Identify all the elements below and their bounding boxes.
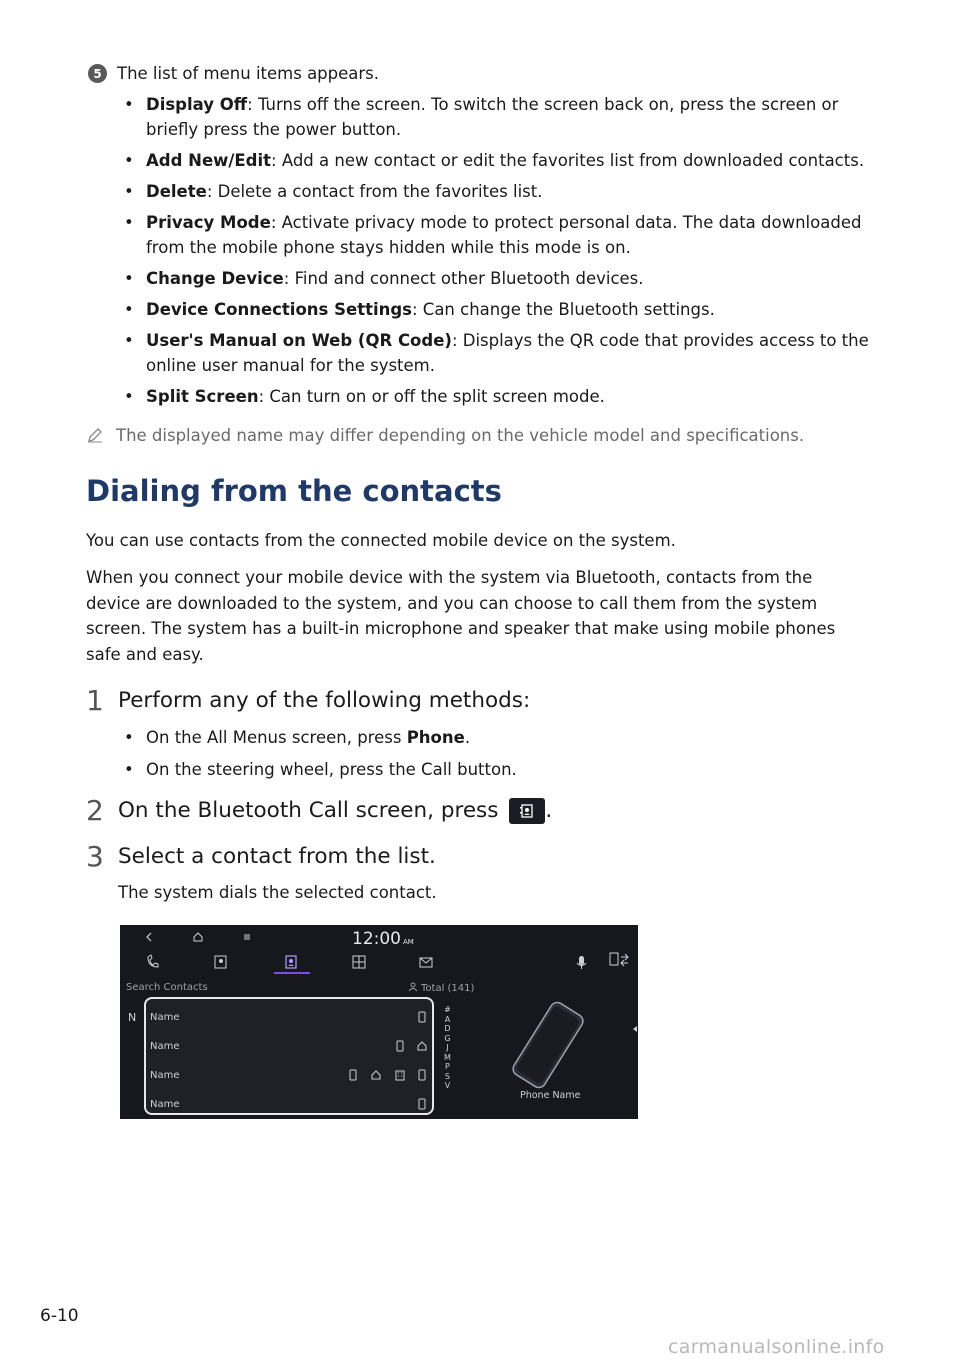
list-item: • Display Off: Turns off the screen. To switch the screen back on, press the screen or briefly press the power button. [118,92,888,142]
other-phone-icon [418,1069,426,1081]
pencil-icon [86,426,104,444]
contacts-tab-icon [282,953,300,971]
clock: 12:00 AM [352,929,414,949]
section-letter: N [128,1011,137,1024]
footer-watermark: carmanualsonline.info [668,1336,885,1358]
call-history-icon [144,953,162,971]
contact-row[interactable]: Name [150,1007,430,1031]
step-2: 2 On the Bluetooth Call screen, press . [86,794,553,827]
section-heading: Dialing from the contacts [86,474,502,508]
home-phone-icon [370,1069,382,1081]
switch-device-icon [608,951,630,971]
list-item: • Change Device: Find and connect other Bluetooth devices. [118,266,888,291]
list-item: • Split Screen: Can turn on or off the split screen mode. [118,384,888,409]
mobile-icon [349,1069,357,1081]
message-icon [417,953,435,971]
microphone-icon [572,953,590,971]
mobile-icon [396,1040,404,1052]
intro-paragraph: You can use contacts from the connected mobile device on the system. [86,531,676,550]
list-item: • On the All Menus screen, press Phone. [118,725,517,750]
step-1-options [118,725,517,789]
step-text: Perform any of the following methods: [118,688,531,713]
step-1 [86,684,530,717]
total-count: Total (141) [408,982,474,994]
list-item: • On the steering wheel, press the Call button. [118,757,517,782]
step-number-badge: 5 [88,64,107,83]
contacts-button-icon [509,798,545,824]
list-item: • Add New/Edit: Add a new contact or edit the favorites list from downloaded contacts. [118,148,888,173]
contact-row[interactable]: Name [150,1065,430,1089]
mobile-icon [418,1098,426,1110]
contact-list[interactable] [144,997,434,1115]
favorites-icon [212,953,230,971]
step-text: Select a contact from the list. [118,844,436,869]
active-tab-indicator [274,972,310,974]
person-icon [408,982,418,992]
contacts-screen-screenshot [120,925,638,1119]
alphabet-index[interactable]: # A D G J M P S V [444,1005,451,1090]
keypad-icon [350,953,368,971]
home-phone-icon [416,1040,428,1052]
step-number: 2 [86,794,104,827]
back-icon [144,931,154,943]
contact-row[interactable]: Name [150,1036,430,1060]
office-icon [394,1069,406,1081]
home-icon [192,931,204,943]
note-text: The displayed name may differ depending on the vehicle model and specifications. [116,426,805,445]
list-item: • Delete: Delete a contact from the favorites list. [118,179,888,204]
step-5-text: The list of menu items appears. [117,64,380,83]
step-number: 3 [86,840,104,873]
menu-icon [242,932,252,942]
list-item: • User's Manual on Web (QR Code): Displays the QR code that provides access to the online user manual for the system. [118,328,888,378]
description-paragraph: When you connect your mobile device with the system via Bluetooth, contacts from the device are downloaded to the system, and you can choose to call them from the system screen. The system has a built-in microphone and speaker that make using mobile phones safe and easy. [86,568,836,664]
step-text: On the Bluetooth Call screen, press [118,797,499,823]
step-3-result: The system dials the selected contact. [118,883,437,902]
contact-row[interactable]: Name [150,1094,430,1118]
step-5 [88,64,379,83]
menu-items-list [118,92,888,415]
list-item: • Device Connections Settings: Can change the Bluetooth settings. [118,297,888,322]
collapse-arrow-icon[interactable] [632,1025,638,1033]
mobile-icon [418,1011,426,1023]
search-contacts-input[interactable]: Search Contacts [126,982,208,993]
phone-name: Phone Name [520,1090,581,1101]
phone-illustration [508,997,588,1093]
step-3 [86,840,436,873]
note [86,426,804,445]
step-number: 1 [86,684,104,717]
list-item: • Privacy Mode: Activate privacy mode to protect personal data. The data downloaded from the mobile phone stays hidden while this mode is on. [118,210,888,260]
page-number: 6-10 [40,1306,79,1326]
